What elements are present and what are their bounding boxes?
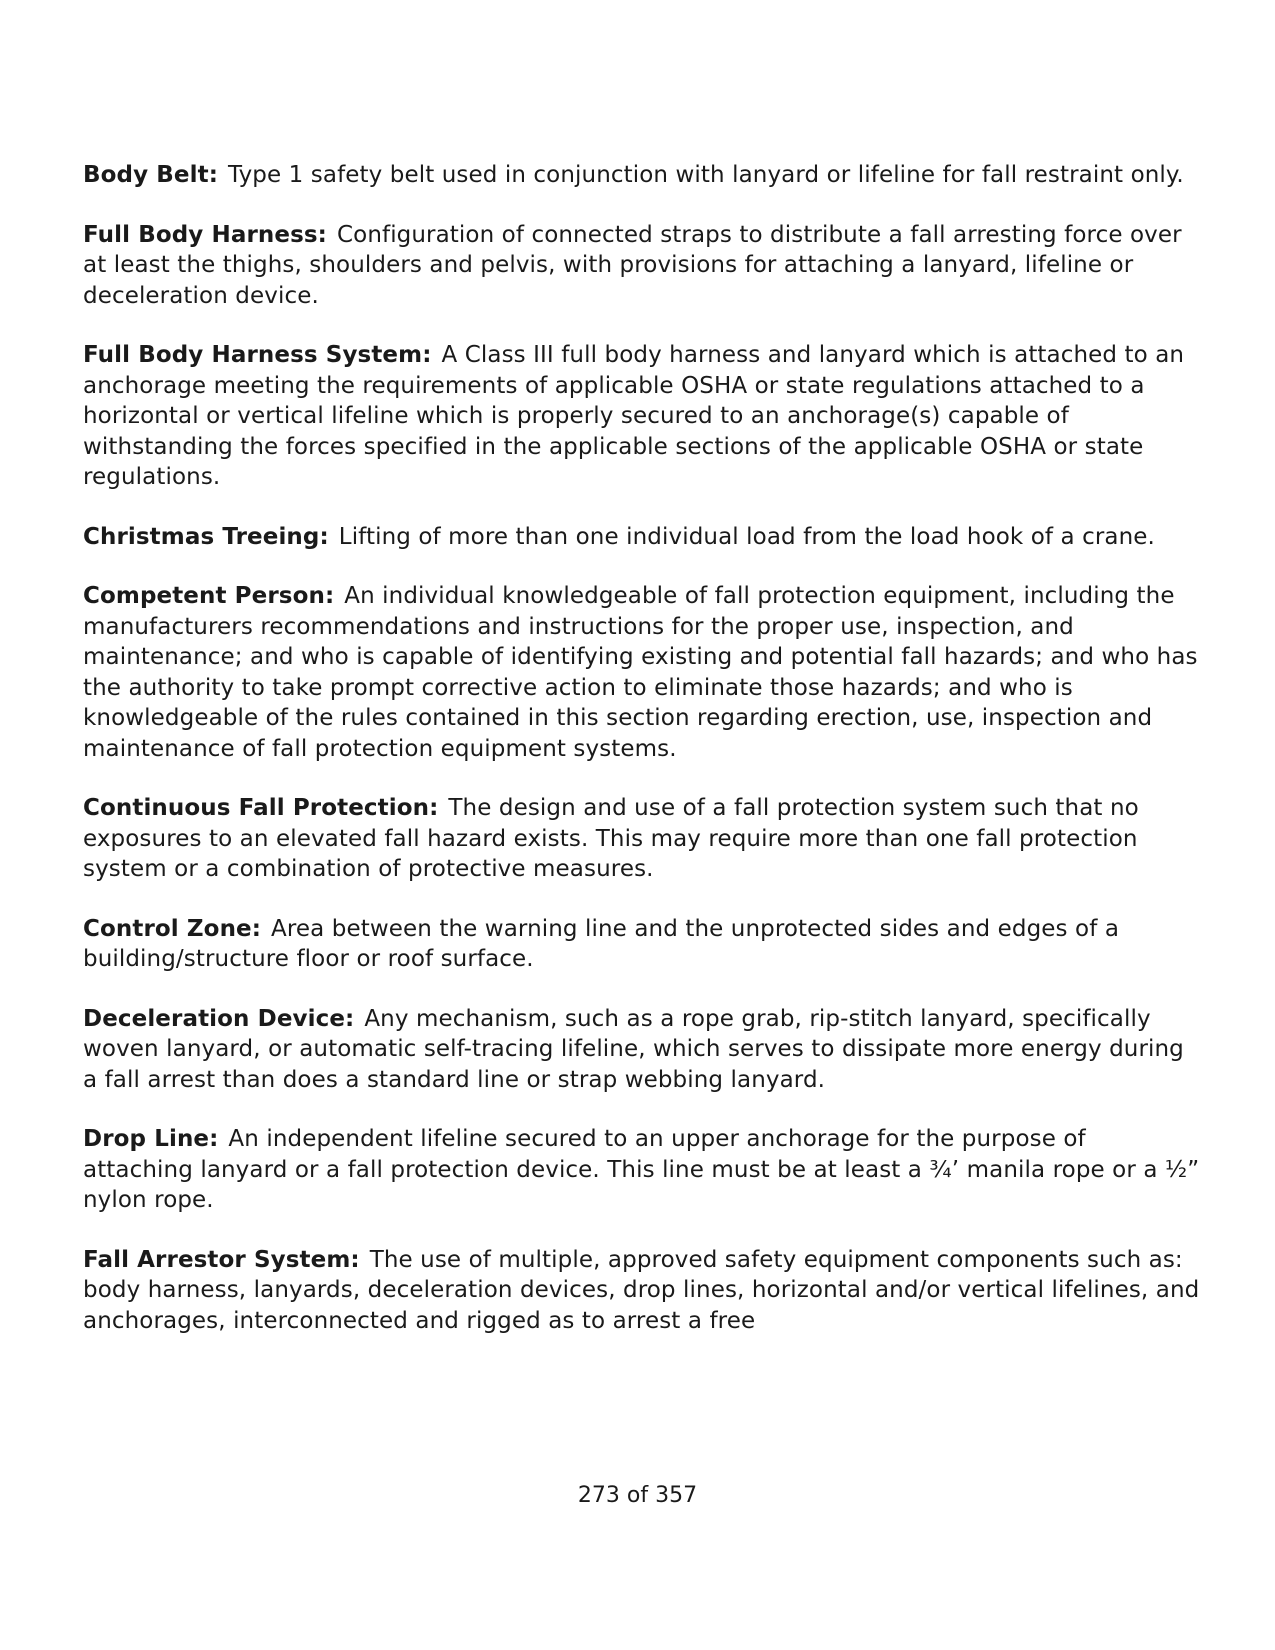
definition-text: An independent lifeline secured to an upper anchorage for the purpose of attaching lanyard or a fall protection device. This line must be at least a ¾’ manila rope or a ½” nylon rope. — [83, 1126, 1200, 1213]
definition-term: Full Body Harness System: — [83, 342, 432, 368]
definition-text: Area between the warning line and the unprotected sides and edges of a building/structure floor or roof surface. — [83, 915, 1120, 972]
definition-text: Lifting of more than one individual load from the load hook of a crane. — [338, 523, 1155, 550]
definition-text: A Class III full body harness and lanyard which is attached to an anchorage meeting the requirements of applicable OSHA or state regulations attached to a horizontal or vertical lifeline which is properly secured to an anchorage(s) capable of withstanding the forces specified in the applicable sections of the applicable OSHA or state regulations. — [83, 342, 1185, 490]
definition-term: Drop Line: — [83, 1126, 219, 1152]
definition-term: Control Zone: — [83, 915, 262, 942]
definition-term: Full Body Harness: — [83, 221, 327, 248]
definition-entry — [83, 581, 1203, 764]
definition-entry — [83, 160, 1203, 191]
definition-entry — [83, 914, 1203, 975]
definition-text: Configuration of connected straps to distribute a fall arresting force over at least the thighs, shoulders and pelvis, with provisions for attaching a lanyard, lifeline or deceleration device. — [83, 221, 1182, 309]
definition-term: Deceleration Device: — [83, 1005, 355, 1032]
definition-entry — [83, 220, 1203, 312]
definition-text: An individual knowledgeable of fall protection equipment, including the manufacturers recommendations and instructions for the proper use, inspection, and maintenance; and who is capable of identifying existing and potential fall hazards; and who has the authority to take prompt corrective action to eliminate those hazards; and who is knowledgeable of the rules contained in this section regarding erection, use, inspection and maintenance of fall protection equipment systems. — [83, 583, 1198, 762]
definition-term: Christmas Treeing: — [83, 523, 329, 550]
page-number: 273 of 357 — [577, 1483, 698, 1508]
definitions-list — [83, 160, 1203, 1365]
definition-text: Type 1 safety belt used in conjunction with lanyard or lifeline for fall restraint only. — [228, 162, 1184, 188]
definition-entry — [83, 1124, 1203, 1216]
definition-text: The design and use of a fall protection system such that no exposures to an elevated fall hazard exists. This may require more than one fall protection system or a combination of protective measures. — [83, 795, 1139, 882]
definition-entry — [83, 340, 1203, 493]
definition-term: Fall Arrestor System: — [83, 1246, 360, 1273]
definition-entry — [83, 1245, 1203, 1337]
definition-term: Body Belt: — [83, 162, 219, 188]
definition-term: Competent Person: — [83, 583, 335, 609]
definition-entry — [83, 522, 1203, 553]
definition-entry — [83, 793, 1203, 885]
definition-term: Continuous Fall Protection: — [83, 795, 439, 821]
definition-text: The use of multiple, approved safety equipment components such as: body harness, lanyards, deceleration devices, drop lines, horizontal and/or vertical lifelines, and anchorages, interconnected and rigged as to arrest a free — [83, 1246, 1200, 1334]
definition-text: Any mechanism, such as a rope grab, rip-stitch lanyard, specifically woven lanyard, or automatic self-tracing lifeline, which serves to dissipate more energy during a fall arrest than does a standard line or strap webbing lanyard. — [83, 1005, 1184, 1093]
definition-entry — [83, 1004, 1203, 1096]
